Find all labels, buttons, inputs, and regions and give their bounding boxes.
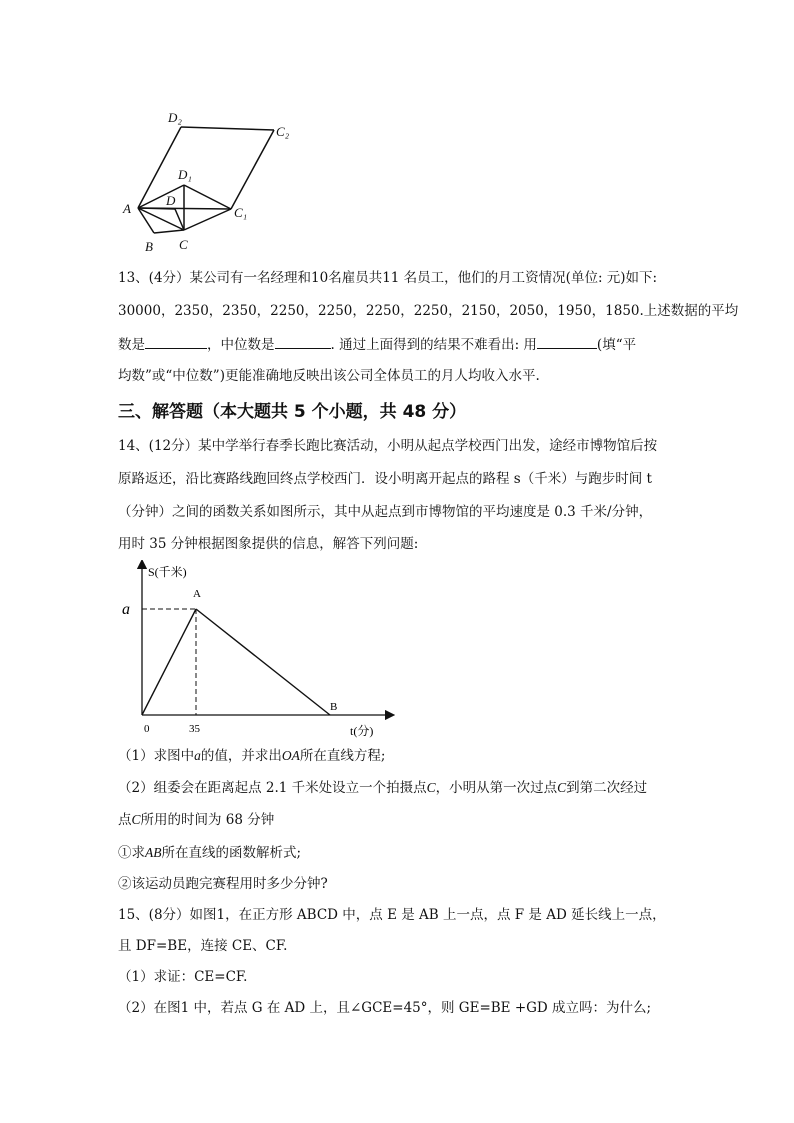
q14-p1-text-a: （1）求图中 (118, 748, 195, 764)
segment-AB (196, 609, 330, 715)
edge-B-C (154, 230, 184, 233)
var-C-3: C (131, 812, 141, 827)
label-C1: C₁ (234, 205, 248, 220)
y-axis-label: S(千米) (148, 565, 187, 579)
edge-A-D (138, 208, 175, 209)
mean-blank[interactable] (145, 334, 207, 349)
q15-line1: 15、(8分）如图1，在正方形 ABCD 中，点 E 是 AB 上一点，点 F 是 AD 延长线上一点， (118, 907, 666, 923)
q14-line2: 原路返还，沿比赛路线跑回终点学校西门．设小明离开起点的路程 s（千米）与跑步时间 t (118, 471, 652, 487)
q14-p2-text-a: （2）组委会在距离起点 2.1 千米处设立一个拍摄点 (118, 780, 427, 796)
q15-part1: （1）求证：CE=CF. (118, 969, 248, 985)
q14-line3: （分钟）之间的函数关系如图所示，其中从起点到市博物馆的平均速度是 0.3 千米/分钟， (118, 504, 653, 520)
distance-time-graph (118, 560, 398, 740)
q14-part2 (118, 778, 678, 798)
q14-p1-text-b: 的值，并求出 (200, 748, 282, 764)
q13-line4: 均数”或“中位数”)更能准确地反映出该公司全体员工的月人均收入水平. (118, 368, 540, 384)
median-blank[interactable] (275, 334, 331, 349)
q13-line2: 30000，2350，2350，2250，2250，2250，2250，2150，2050，1950，1850.上述数据的平均 (118, 303, 739, 319)
label-B: B (145, 239, 153, 254)
q14-line4: 用时 35 分钟根据图象提供的信息，解答下列问题: (118, 536, 419, 552)
q13-line3 (118, 334, 678, 355)
tick-35: 35 (189, 723, 200, 735)
q14-p2-text-b: ，小明从第一次过点 (435, 780, 558, 796)
q14-sub2: ②该运动员跑完赛程用时多少分钟? (118, 876, 328, 892)
q14-part2-cont (118, 810, 678, 830)
point-B-label: B (330, 701, 338, 713)
q14-p3-text-b: 所用的时间为 68 分钟 (140, 812, 275, 828)
var-C: C (426, 780, 436, 795)
label-C: C (179, 237, 188, 252)
segment-OA (142, 609, 196, 715)
q14-sub1 (118, 843, 678, 863)
x-axis-label: t(分) (350, 724, 374, 738)
q13-text-b: ，中位数是 (207, 337, 275, 353)
q14-p1-text-c: 所在直线方程; (299, 748, 386, 764)
var-OA: OA (281, 748, 300, 763)
edge-C-C1 (184, 209, 231, 230)
q14-s1-text-a: ①求 (118, 845, 145, 861)
label-D2: D₂ (168, 110, 182, 125)
q13-line1: 13、(4分）某公司有一名经理和10名雇员共11 名员工，他们的月工资情况(单位: 元)如下: (118, 270, 658, 286)
point-A-label: A (193, 588, 201, 600)
var-a: a (194, 748, 201, 763)
edge-D1-C1 (184, 185, 231, 209)
var-C-2: C (557, 780, 567, 795)
q15-part2: （2）在图1 中，若点 G 在 AD 上，且∠GCE=45°，则 GE=BE +GD 成立吗：为什么; (118, 1000, 652, 1016)
edge-D2-C2 (181, 127, 274, 130)
q13-text-c: . 通过上面得到的结果不难看出: 用 (330, 337, 537, 353)
origin-label: 0 (144, 723, 150, 735)
q14-p2-text-c: 到第二次经过 (566, 780, 648, 796)
q13-text-d: (填“平 (596, 337, 637, 353)
geometry-figure (118, 105, 308, 265)
q14-p3-text-a: 点 (118, 812, 132, 828)
label-D: D (166, 193, 176, 208)
label-a: a (122, 601, 130, 618)
q14-s1-text-b: 所在直线的函数解析式; (161, 845, 302, 861)
section-heading: 三、解答题（本大题共 5 个小题，共 48 分） (118, 402, 467, 422)
edge-C2-C1 (231, 130, 274, 209)
q15-line2: 且 DF=BE，连接 CE、CF. (118, 938, 288, 954)
q13-text-a: 数是 (118, 337, 145, 353)
label-D1: D₁ (178, 167, 192, 182)
choice-blank[interactable] (537, 334, 597, 349)
q14-line1: 14、(12分）某中学举行春季长跑比赛活动，小明从起点学校西门出发，途经市博物馆后按 (118, 438, 658, 454)
label-C2: C₂ (276, 124, 290, 139)
label-A: A (123, 201, 131, 216)
q14-part1 (118, 746, 678, 766)
var-AB: AB (145, 845, 162, 860)
